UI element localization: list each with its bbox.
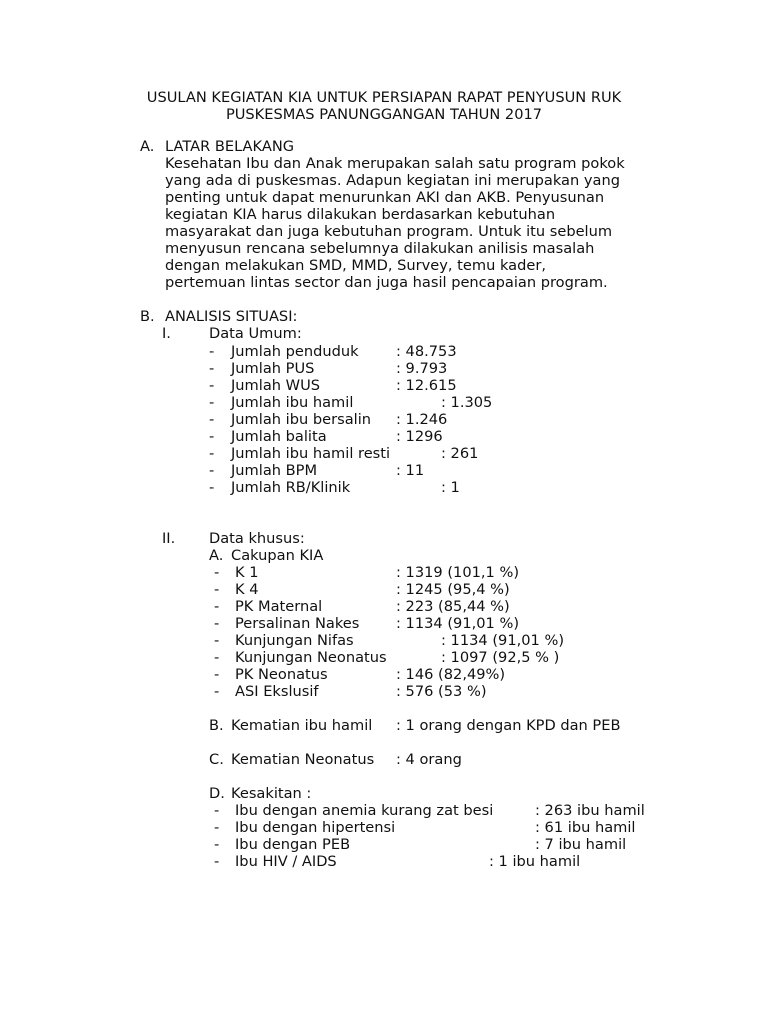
list-value: : 1134 (91,01 %) xyxy=(396,615,520,632)
kesakitan-letter: D. xyxy=(209,785,225,802)
list-dash: - xyxy=(214,649,220,666)
paragraph-line: penting untuk dapat menurunkan AKI dan AKB. Penyusunan xyxy=(165,189,605,206)
list-dash: - xyxy=(214,632,220,649)
kematian-ibu-label: Kematian ibu hamil xyxy=(231,717,373,734)
list-label: Jumlah BPM xyxy=(231,462,318,479)
list-value: : 11 xyxy=(396,462,425,479)
kematian-neonatus-value: : 4 orang xyxy=(396,751,462,768)
list-label: Ibu HIV / AIDS xyxy=(235,853,337,870)
list-label: Ibu dengan hipertensi xyxy=(235,819,396,836)
list-dash: - xyxy=(214,598,220,615)
list-value: : 12.615 xyxy=(396,377,457,394)
document-title-line-2: PUSKESMAS PANUNGGANGAN TAHUN 2017 xyxy=(225,106,543,123)
list-label: PK Neonatus xyxy=(235,666,328,683)
section-a-letter: A. xyxy=(140,138,155,155)
list-label: Kunjungan Neonatus xyxy=(235,649,387,666)
list-dash: - xyxy=(209,411,215,428)
list-dash: - xyxy=(209,428,215,445)
list-dash: - xyxy=(214,581,220,598)
paragraph-line: pertemuan lintas sector dan juga hasil pencapaian program. xyxy=(165,274,608,291)
list-value: : 1.246 xyxy=(396,411,448,428)
list-value: : 1 xyxy=(441,479,460,496)
data-khusus-numeral: II. xyxy=(162,530,176,547)
list-dash: - xyxy=(209,377,215,394)
list-dash: - xyxy=(214,836,220,853)
list-label: Jumlah penduduk xyxy=(231,343,359,360)
data-khusus-heading: Data khusus: xyxy=(209,530,305,547)
list-value: : 1134 (91,01 %) xyxy=(441,632,565,649)
list-value: : 576 (53 %) xyxy=(396,683,487,700)
list-dash: - xyxy=(209,394,215,411)
section-a-paragraph xyxy=(165,155,675,291)
list-value: : 9.793 xyxy=(396,360,448,377)
list-dash: - xyxy=(214,683,220,700)
list-dash: - xyxy=(209,479,215,496)
list-dash: - xyxy=(214,666,220,683)
list-dash: - xyxy=(209,343,215,360)
kematian-neonatus-label: Kematian Neonatus xyxy=(231,751,375,768)
paragraph-line: yang ada di puskesmas. Adapun kegiatan ini merupakan yang xyxy=(165,172,620,189)
list-value: : 7 ibu hamil xyxy=(535,836,627,853)
data-umum-heading: Data Umum: xyxy=(209,325,302,342)
list-label: Kunjungan Nifas xyxy=(235,632,354,649)
list-label: Jumlah RB/Klinik xyxy=(231,479,351,496)
list-label: Jumlah balita xyxy=(231,428,327,445)
list-label: Jumlah WUS xyxy=(231,377,321,394)
list-label: Jumlah ibu hamil resti xyxy=(231,445,391,462)
list-label: Jumlah ibu bersalin xyxy=(231,411,372,428)
list-dash: - xyxy=(209,445,215,462)
list-label: Ibu dengan anemia kurang zat besi xyxy=(235,802,494,819)
list-value: : 146 (82,49%) xyxy=(396,666,506,683)
paragraph-line: dengan melakukan SMD, MMD, Survey, temu kader, xyxy=(165,257,546,274)
list-dash: - xyxy=(214,853,220,870)
list-value: : 1.305 xyxy=(441,394,493,411)
list-label: PK Maternal xyxy=(235,598,323,615)
paragraph-line: menyusun rencana sebelumnya dilakukan anilisis masalah xyxy=(165,240,595,257)
data-umum-numeral: I. xyxy=(162,325,171,342)
list-value: : 1 ibu hamil xyxy=(489,853,581,870)
list-value: : 261 xyxy=(441,445,479,462)
paragraph-line: kegiatan KIA harus dilakukan berdasarkan kebutuhan xyxy=(165,206,556,223)
list-label: Jumlah PUS xyxy=(231,360,315,377)
section-b-letter: B. xyxy=(140,308,155,325)
list-value: : 223 (85,44 %) xyxy=(396,598,510,615)
kematian-neonatus-letter: C. xyxy=(209,751,224,768)
section-b-heading: ANALISIS SITUASI: xyxy=(165,308,298,325)
paragraph-line: masyarakat dan juga kebutuhan program. Untuk itu sebelum xyxy=(165,223,613,240)
list-value: : 1296 xyxy=(396,428,443,445)
list-dash: - xyxy=(214,615,220,632)
kesakitan-heading: Kesakitan : xyxy=(231,785,312,802)
document-title-line-1: USULAN KEGIATAN KIA UNTUK PERSIAPAN RAPAT PENYUSUN RUK xyxy=(146,89,622,106)
list-value: : 61 ibu hamil xyxy=(535,819,636,836)
section-a-heading: LATAR BELAKANG xyxy=(165,138,295,155)
cakupan-heading: Cakupan KIA xyxy=(231,547,324,564)
list-value: : 1319 (101,1 %) xyxy=(396,564,520,581)
list-dash: - xyxy=(214,564,220,581)
list-value: : 48.753 xyxy=(396,343,457,360)
list-label: Ibu dengan PEB xyxy=(235,836,351,853)
list-value: : 1245 (95,4 %) xyxy=(396,581,510,598)
list-label: K 1 xyxy=(235,564,259,581)
list-label: Jumlah ibu hamil xyxy=(231,394,354,411)
kematian-ibu-value: : 1 orang dengan KPD dan PEB xyxy=(396,717,621,734)
list-dash: - xyxy=(214,802,220,819)
list-value: : 263 ibu hamil xyxy=(535,802,645,819)
list-dash: - xyxy=(209,360,215,377)
kematian-ibu-letter: B. xyxy=(209,717,224,734)
list-label: K 4 xyxy=(235,581,259,598)
list-dash: - xyxy=(209,462,215,479)
list-value: : 1097 (92,5 % ) xyxy=(441,649,560,666)
paragraph-line: Kesehatan Ibu dan Anak merupakan salah satu program pokok xyxy=(165,155,625,172)
list-label: ASI Ekslusif xyxy=(235,683,319,700)
cakupan-letter: A. xyxy=(209,547,224,564)
list-label: Persalinan Nakes xyxy=(235,615,360,632)
list-dash: - xyxy=(214,819,220,836)
